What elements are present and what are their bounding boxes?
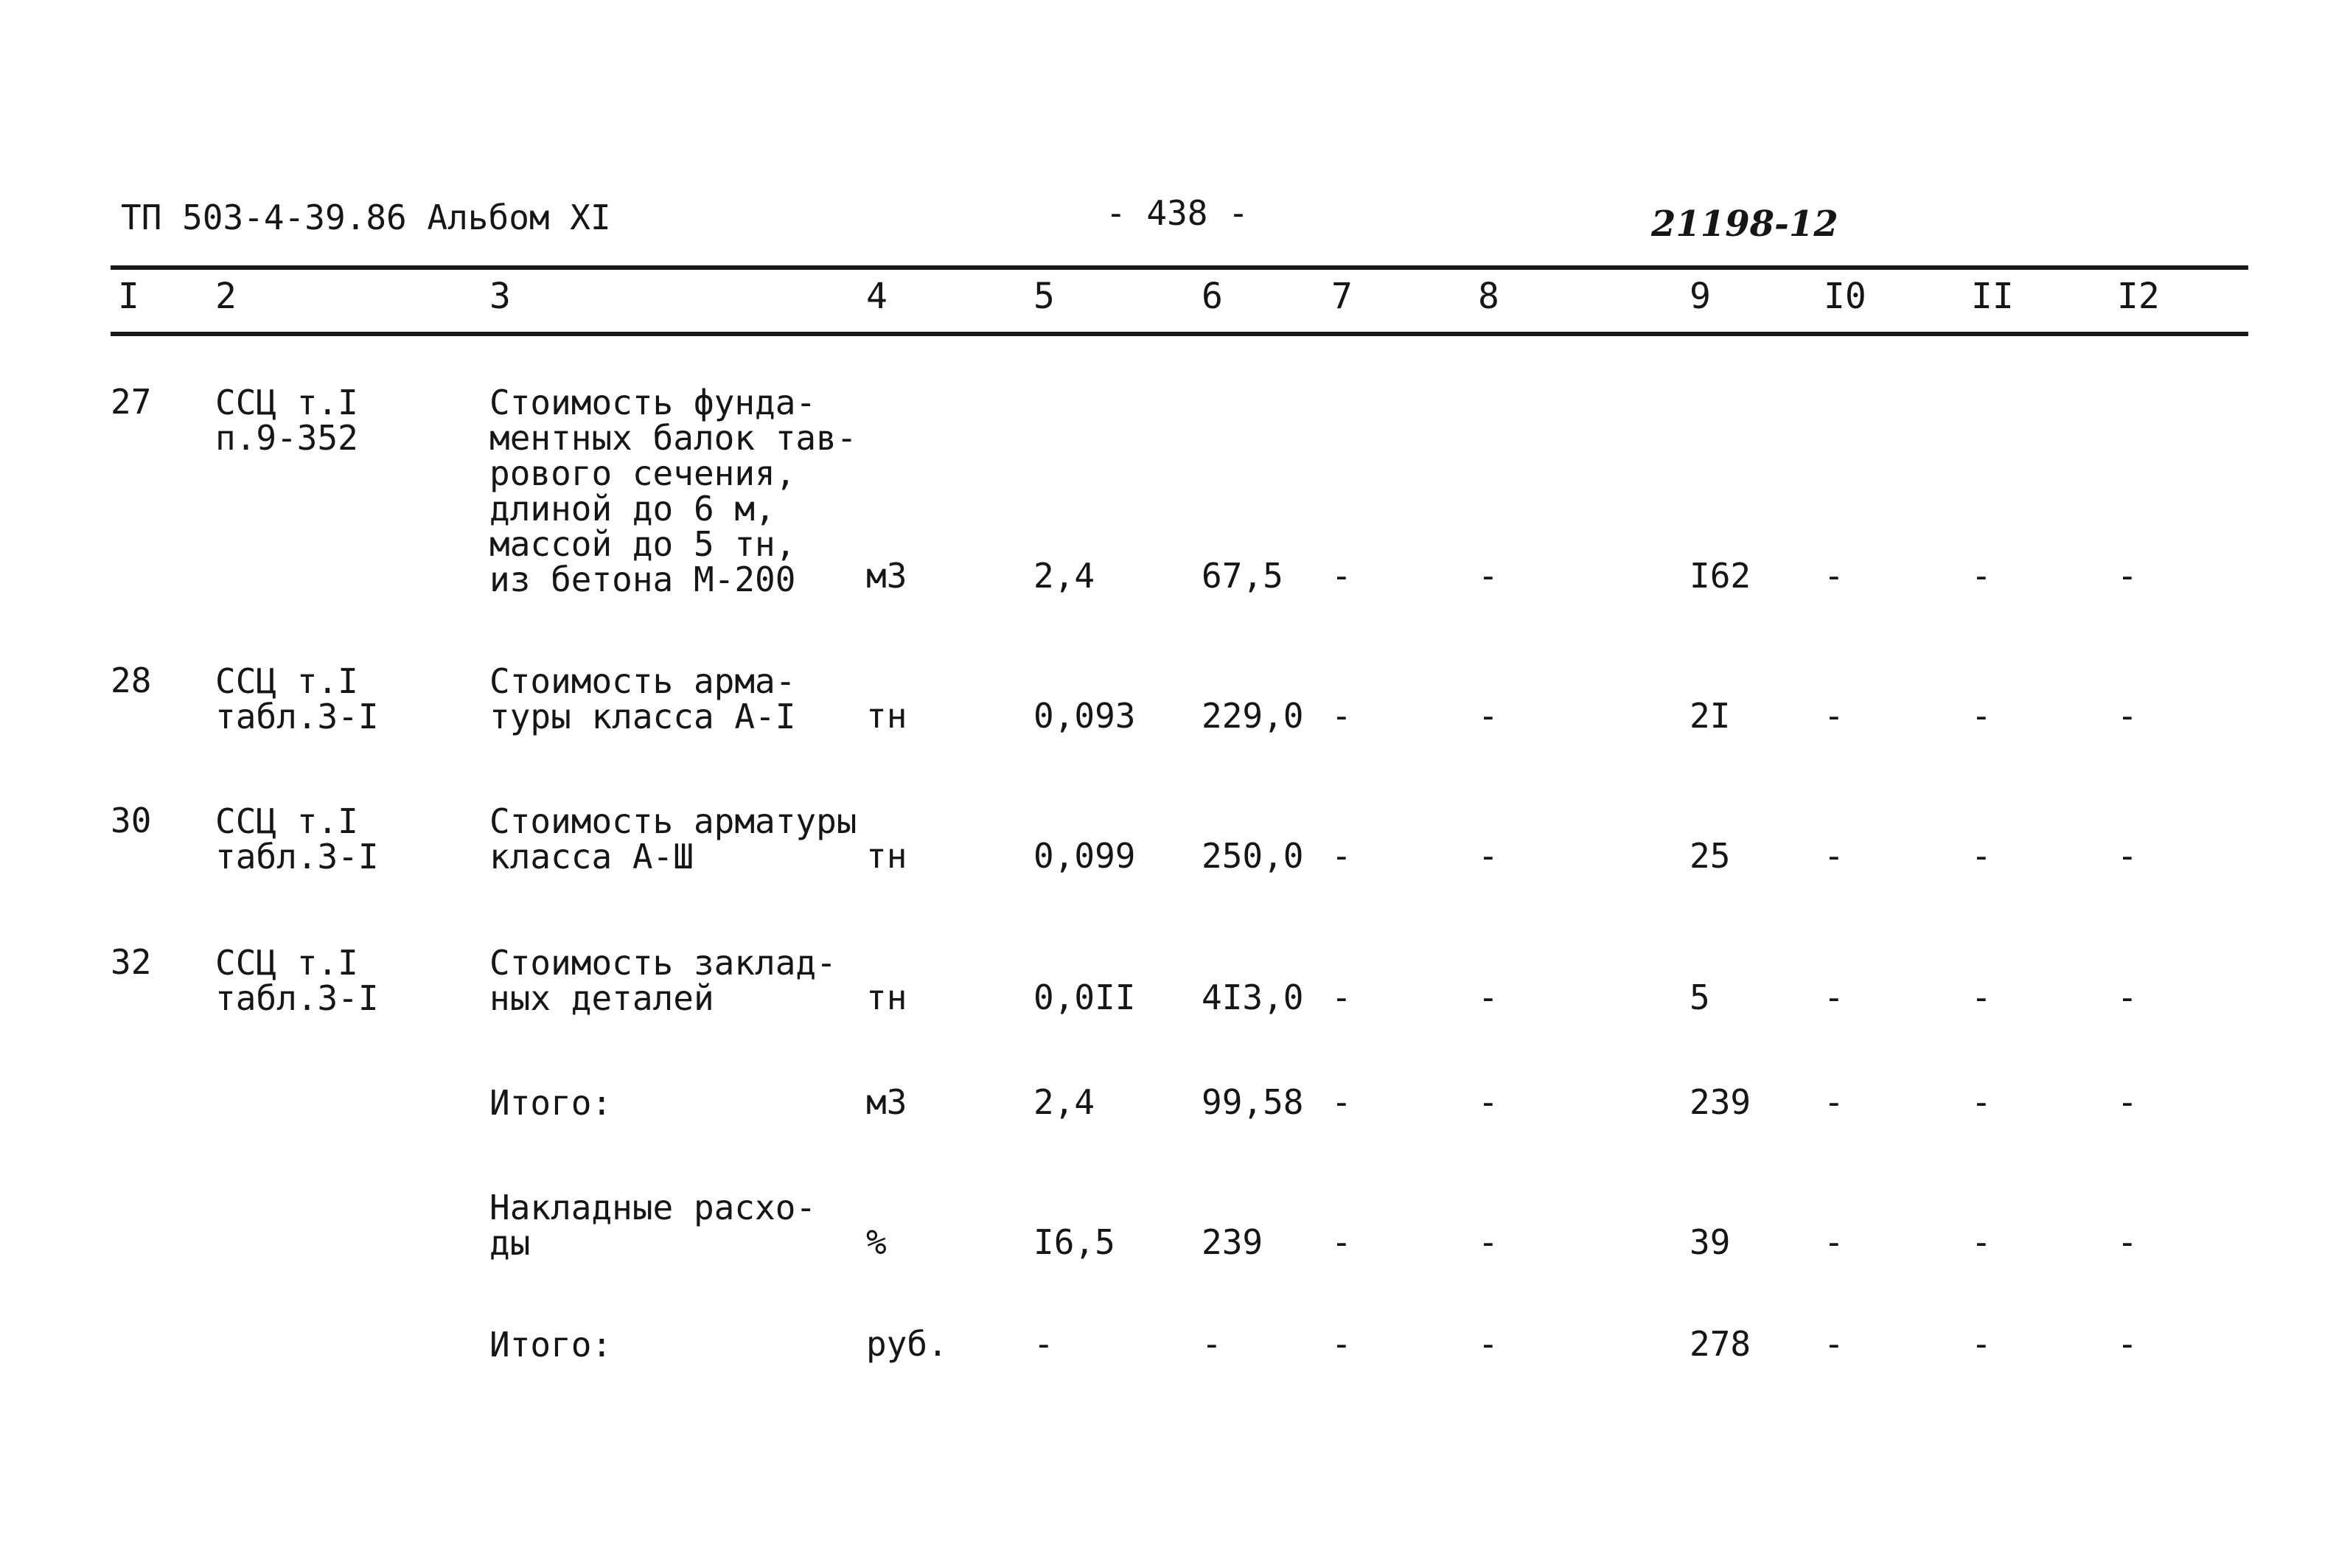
- row-col12: -: [2117, 696, 2138, 736]
- column-header: I2: [2117, 276, 2160, 317]
- column-header: 5: [1033, 276, 1055, 317]
- table-header-rule: [111, 332, 2248, 336]
- row-unit: тн: [866, 978, 907, 1017]
- row-col6: 67,5: [1202, 556, 1283, 596]
- row-col12: -: [2117, 978, 2138, 1017]
- column-header: 6: [1202, 276, 1223, 317]
- column-header: I: [118, 276, 139, 317]
- row-col5: 0,093: [1033, 696, 1136, 736]
- row-col6: 99,58: [1202, 1082, 1304, 1122]
- row-number: 30: [111, 801, 152, 840]
- row-unit: тн: [866, 696, 907, 736]
- row-col6: 250,0: [1202, 836, 1304, 876]
- row-unit: %: [866, 1222, 887, 1262]
- row-col9: 239: [1690, 1082, 1751, 1122]
- row-col11: -: [1971, 1324, 1992, 1364]
- column-header: I0: [1824, 276, 1866, 317]
- row-col8: -: [1478, 556, 1499, 596]
- row-col8: -: [1478, 696, 1499, 736]
- row-col11: -: [1971, 1082, 1992, 1122]
- column-header: 3: [489, 276, 511, 317]
- row-col11: -: [1971, 978, 1992, 1017]
- column-header: 8: [1478, 276, 1499, 317]
- row-col8: -: [1478, 978, 1499, 1017]
- row-col9: 2I: [1690, 696, 1731, 736]
- row-col8: -: [1478, 1082, 1499, 1122]
- table-top-rule: [111, 265, 2248, 270]
- row-col9: 5: [1690, 978, 1710, 1017]
- row-description: Накладные расхо- ды: [489, 1188, 817, 1263]
- row-reference: ССЦ т.I п.9-352: [215, 383, 358, 458]
- row-number: 27: [111, 382, 152, 422]
- row-col9: 25: [1690, 836, 1731, 876]
- row-col7: -: [1331, 696, 1352, 736]
- row-col5: 0,099: [1033, 836, 1136, 876]
- document-title: ТП 503-4-39.86 Альбом XI: [121, 198, 611, 237]
- row-col11: -: [1971, 1222, 1992, 1262]
- row-col5: 0,0II: [1033, 978, 1136, 1017]
- row-col9: 39: [1690, 1222, 1731, 1262]
- row-col11: -: [1971, 836, 1992, 876]
- document-code: 21198-12: [1651, 203, 1838, 245]
- row-description: Стоимость арма- туры класса А-I: [489, 661, 796, 736]
- row-col6: 229,0: [1202, 696, 1304, 736]
- row-unit: м3: [866, 556, 907, 596]
- page-number: - 438 -: [1106, 193, 1249, 233]
- row-number: 32: [111, 942, 152, 982]
- row-col5: I6,5: [1033, 1222, 1115, 1262]
- column-header: 7: [1331, 276, 1353, 317]
- row-col10: -: [1824, 978, 1844, 1017]
- row-col5: -: [1033, 1324, 1054, 1364]
- row-number: 28: [111, 661, 152, 700]
- row-col7: -: [1331, 1222, 1352, 1262]
- row-unit: руб.: [866, 1324, 948, 1364]
- column-header: 9: [1690, 276, 1711, 317]
- row-description: Итого:: [489, 1083, 613, 1123]
- row-description: Стоимость заклад- ных деталей: [489, 943, 837, 1018]
- row-col6: -: [1202, 1324, 1222, 1364]
- row-col7: -: [1331, 1082, 1352, 1122]
- row-col12: -: [2117, 1324, 2138, 1364]
- row-col12: -: [2117, 836, 2138, 876]
- row-col12: -: [2117, 1222, 2138, 1262]
- row-reference: ССЦ т.I табл.3-I: [215, 661, 379, 736]
- row-col10: -: [1824, 1222, 1844, 1262]
- row-col9: I62: [1690, 556, 1751, 596]
- row-reference: ССЦ т.I табл.3-I: [215, 801, 379, 877]
- row-col10: -: [1824, 836, 1844, 876]
- row-reference: ССЦ т.I табл.3-I: [215, 943, 379, 1018]
- row-col10: -: [1824, 1324, 1844, 1364]
- row-col10: -: [1824, 696, 1844, 736]
- row-col7: -: [1331, 556, 1352, 596]
- row-col7: -: [1331, 978, 1352, 1017]
- column-header: 4: [866, 276, 888, 317]
- row-unit: тн: [866, 836, 907, 876]
- row-col11: -: [1971, 556, 1992, 596]
- row-col5: 2,4: [1033, 556, 1095, 596]
- row-col9: 278: [1690, 1324, 1751, 1364]
- row-col11: -: [1971, 696, 1992, 736]
- row-col7: -: [1331, 836, 1352, 876]
- column-header: II: [1971, 276, 2014, 317]
- row-col8: -: [1478, 836, 1499, 876]
- column-header: 2: [215, 276, 237, 317]
- row-col6: 4I3,0: [1202, 978, 1304, 1017]
- row-col6: 239: [1202, 1222, 1263, 1262]
- row-col12: -: [2117, 1082, 2138, 1122]
- row-col8: -: [1478, 1324, 1499, 1364]
- row-description: Итого:: [489, 1325, 613, 1365]
- row-unit: м3: [866, 1082, 907, 1122]
- row-col10: -: [1824, 556, 1844, 596]
- row-col7: -: [1331, 1324, 1352, 1364]
- row-col8: -: [1478, 1222, 1499, 1262]
- row-col5: 2,4: [1033, 1082, 1095, 1122]
- row-col10: -: [1824, 1082, 1844, 1122]
- row-col12: -: [2117, 556, 2138, 596]
- row-description: Стоимость арматуры класса А-Ш: [489, 801, 857, 877]
- row-description: Стоимость фунда- ментных балок тав- рового сечения, длиной до 6 м, массой до 5 тн, из бетона М-200: [489, 383, 857, 599]
